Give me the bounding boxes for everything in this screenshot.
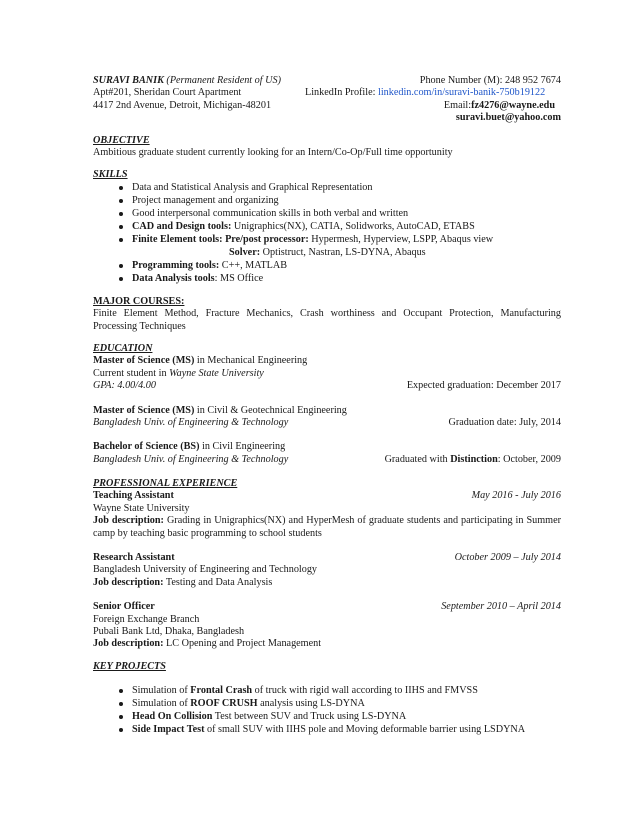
address-line-1: Apt#201, Sheridan Court Apartment <box>93 87 242 99</box>
exp-ta-description: Job description: Grading in Unigraphics(NX) and HyperMesh of graduate students and participating in Summer camp by teaching basic programming to school students <box>93 515 562 539</box>
skill-solver-line: Solver: Optistruct, Nastran, LS-DYNA, Abaqus <box>229 246 426 258</box>
skill-item-cad: CAD and Design tools: Unigraphics(NX), CATIA, Solidworks, AutoCAD, ETABS <box>93 221 561 234</box>
header-row-1 <box>93 75 561 87</box>
email-link-1[interactable]: fz4276@wayne.edu <box>471 99 555 111</box>
skills-list <box>93 182 561 247</box>
edu-ms1-degree: Master of Science (MS) in Mechanical Engineering <box>93 355 308 367</box>
email-link-2[interactable]: suravi.buet@yahoo.com <box>455 112 561 124</box>
skill-item: Good interpersonal communication skills in both verbal and written <box>93 208 561 221</box>
edu-ms2-univ: Bangladesh Univ. of Engineering & Technology Graduation date: July, 2014 <box>93 416 561 428</box>
edu-bs-univ: Bangladesh Univ. of Engineering & Technology Graduated with Distinction: October, 2009 <box>93 453 561 465</box>
project-item: Head On Collision Test between SUV and Truck using LS-DYNA <box>93 711 561 724</box>
candidate-name: SURAVI BANIK <box>93 75 164 86</box>
project-item: Side Impact Test of small SUV with IIHS pole and Moving deformable barrier using LSDYNA <box>93 724 561 737</box>
exp-so-description: Job description: LC Opening and Project Management <box>93 638 322 650</box>
project-item: Simulation of Frontal Crash of truck with rigid wall according to IIHS and FMVSS <box>93 685 561 698</box>
exp-so-dates: September 2010 – April 2014 <box>441 601 561 613</box>
objective-text: Ambitious graduate student currently looking for an Intern/Co-Op/Full time opportunity <box>93 146 453 158</box>
projects-heading: KEY PROJECTS <box>93 660 166 672</box>
header-row-4 <box>93 112 561 124</box>
edu-ms1-gpa: GPA: 4.00/4.00 Expected graduation: December 2017 <box>93 380 561 392</box>
linkedin-link[interactable]: linkedin.com/in/suravi-banik-750b19122 <box>378 87 546 99</box>
email-primary: Email:fz4276@wayne.edu <box>443 99 555 111</box>
header-row-2 <box>93 87 561 99</box>
skill-item-data-analysis: Data Analysis tools: MS Office <box>93 273 561 286</box>
exp-ra-dates: October 2009 – July 2014 <box>454 552 561 564</box>
courses-text: Finite Element Method, Fracture Mechanics, Crash worthiness and Occupant Protection, Manufacturing Processing Techniques <box>93 308 561 332</box>
exp-ra-description: Job description: Testing and Data Analysis <box>93 576 273 588</box>
resume-content <box>93 75 561 737</box>
skill-item: Data and Statistical Analysis and Graphical Representation <box>93 182 561 195</box>
header-row-3 <box>93 100 561 112</box>
project-item: Simulation of ROOF CRUSH analysis using LS-DYNA <box>93 698 561 711</box>
edu-bs-degree: Bachelor of Science (BS) in Civil Engineering <box>93 441 286 453</box>
courses-heading: MAJOR COURSES: <box>93 295 185 307</box>
residency-status: (Permanent Resident of US) <box>166 75 282 86</box>
skills-heading: SKILLS <box>93 169 128 181</box>
phone-number: Phone Number (M): 248 952 7674 <box>419 75 561 86</box>
education-heading: EDUCATION <box>93 342 153 354</box>
exp-so-role: Senior Officer September 2010 – April 2014 <box>93 601 561 613</box>
exp-ra-org: Bangladesh University of Engineering and Technology <box>93 564 318 576</box>
objective-heading: OBJECTIVE <box>93 134 150 146</box>
skills-list-continued <box>93 260 561 286</box>
exp-ta-dates: May 2016 - July 2016 <box>471 490 561 502</box>
skill-item: Project management and organizing <box>93 195 561 208</box>
exp-ta-role: Teaching Assistant May 2016 - July 2016 <box>93 490 561 502</box>
exp-ta-org: Wayne State University <box>93 502 190 514</box>
edu-bs-graduation: Graduated with Distinction: October, 2009 <box>384 453 561 465</box>
skill-item-programming: Programming tools: C++, MATLAB <box>93 260 561 273</box>
exp-so-org-1: Foreign Exchange Branch <box>93 613 200 625</box>
edu-ms1-status: Current student in Wayne State University <box>93 367 264 379</box>
edu-ms2-degree: Master of Science (MS) in Civil & Geotechnical Engineering <box>93 404 347 416</box>
exp-so-org-2: Pubali Bank Ltd, Dhaka, Bangladesh <box>93 626 245 637</box>
skill-item-fe: Finite Element tools: Pre/post processor: Hypermesh, Hyperview, LSPP, Abaqus view <box>93 234 561 247</box>
edu-ms2-graduation: Graduation date: July, 2014 <box>448 416 561 428</box>
projects-list <box>93 685 561 737</box>
experience-heading: PROFESSIONAL EXPERIENCE <box>93 478 238 490</box>
exp-ra-role: Research Assistant October 2009 – July 2014 <box>93 552 561 564</box>
edu-ms1-graduation: Expected graduation: December 2017 <box>406 380 561 392</box>
linkedin-profile: LinkedIn Profile: linkedin.com/in/suravi-banik-750b19122 <box>305 87 546 99</box>
address-line-2: 4417 2nd Avenue, Detroit, Michigan-48201 <box>93 99 272 111</box>
